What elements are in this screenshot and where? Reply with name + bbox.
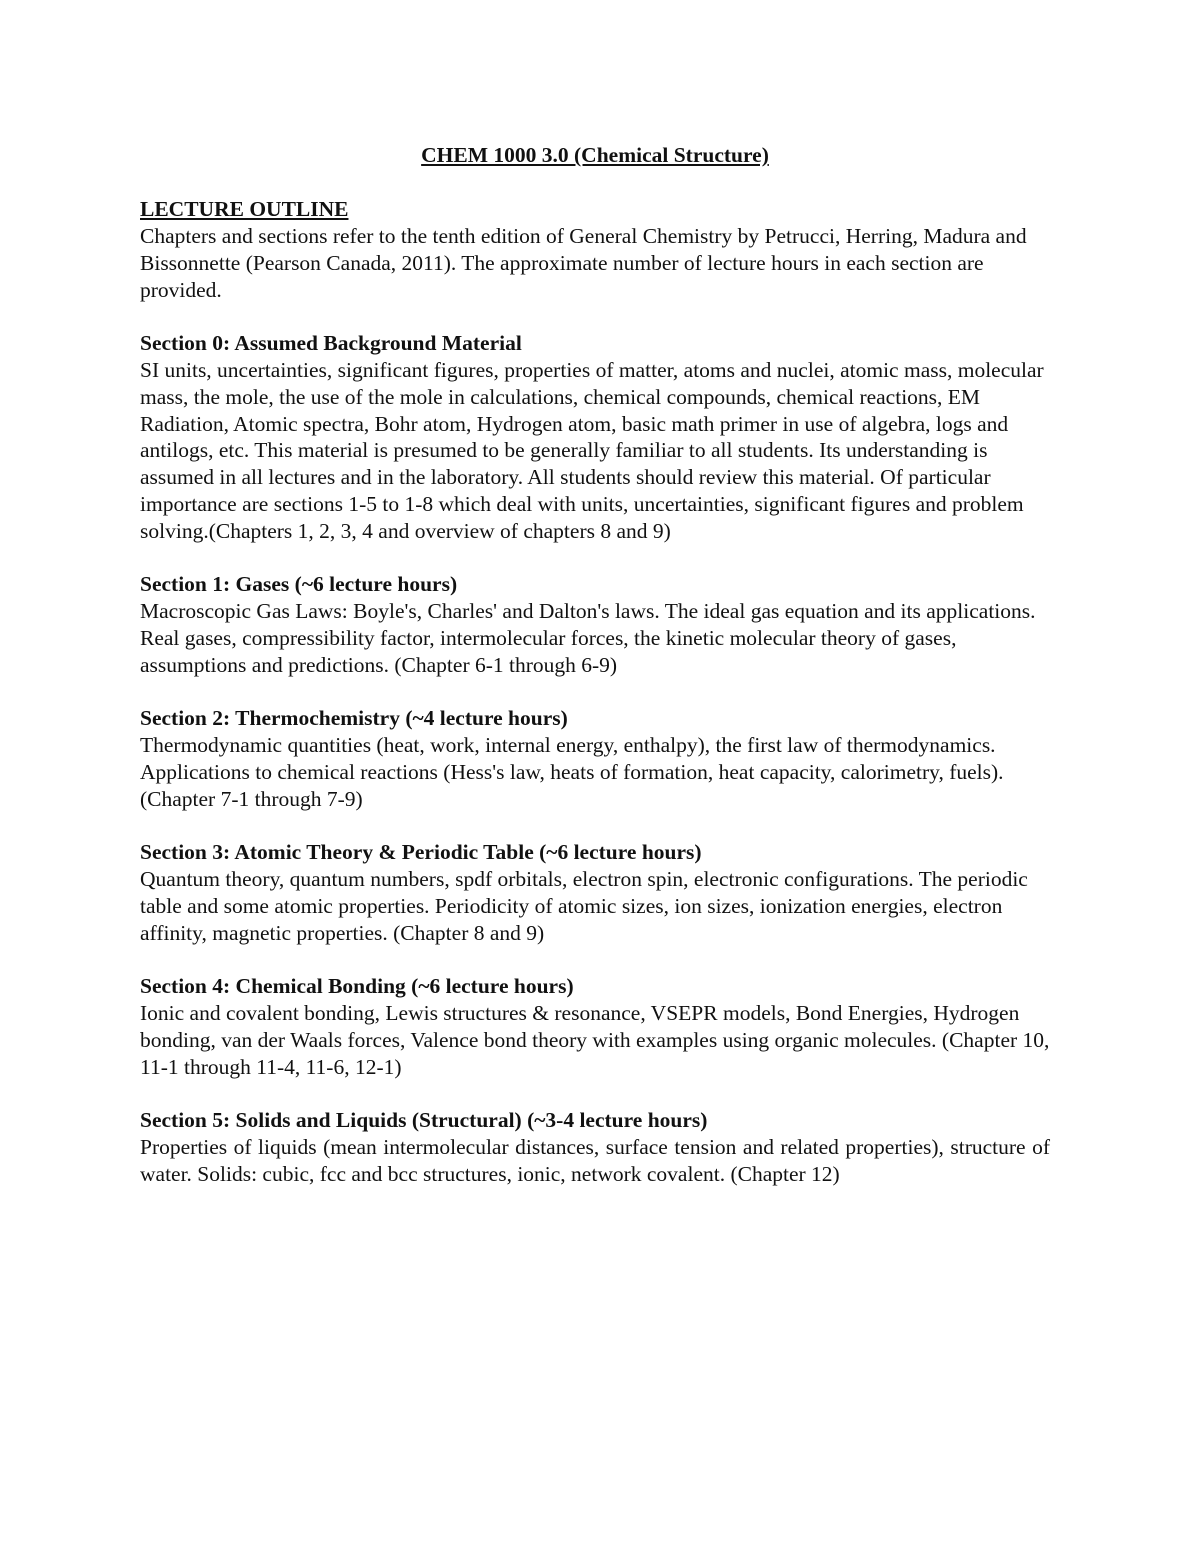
section-body: Ionic and covalent bonding, Lewis structures & resonance, VSEPR models, Bond Energies, Hydrogen bonding, van der Waals forces, Valence bond theory with examples using organic molecules. (Chapter 10, 11-1 through 11-4, 11-6, 12-1) xyxy=(140,1001,1050,1079)
lecture-outline-heading: LECTURE OUTLINE xyxy=(140,197,349,221)
section-body: Quantum theory, quantum numbers, spdf orbitals, electron spin, electronic configurations. The periodic table and some atomic properties. Periodicity of atomic sizes, ion sizes, ionization energies, electron affinity, magnetic properties. (Chapter 8 and 9) xyxy=(140,867,1028,945)
section-heading: Section 4: Chemical Bonding (~6 lecture hours) xyxy=(140,974,574,999)
section-4 xyxy=(140,973,1050,1080)
section-body: Thermodynamic quantities (heat, work, internal energy, enthalpy), the first law of thermodynamics. Applications to chemical reactions (Hess's law, heats of formation, heat capacity, calorimetry, fuels). (Chapter 7-1 through 7-9) xyxy=(140,733,1004,811)
section-heading: Section 0: Assumed Background Material xyxy=(140,331,522,356)
section-heading: Section 1: Gases (~6 lecture hours) xyxy=(140,572,458,597)
section-body: Macroscopic Gas Laws: Boyle's, Charles' and Dalton's laws. The ideal gas equation and its applications. Real gases, compressibility factor, intermolecular forces, the kinetic molecular theory of gases, assumptions and predictions. (Chapter 6-1 through 6-9) xyxy=(140,599,1036,677)
section-2 xyxy=(140,705,1050,812)
section-heading: Section 3: Atomic Theory & Periodic Table (~6 lecture hours) xyxy=(140,840,702,865)
section-1 xyxy=(140,571,1050,678)
section-0 xyxy=(140,330,1050,544)
section-body: Properties of liquids (mean intermolecular distances, surface tension and related properties), structure of water. Solids: cubic, fcc and bcc structures, ionic, network covalent. (Chapter 12) xyxy=(140,1135,1050,1186)
document-page xyxy=(140,142,1050,1188)
section-body: SI units, uncertainties, significant figures, properties of matter, atoms and nuclei, atomic mass, molecular mass, the mole, the use of the mole in calculations, chemical compounds, chemical reactions, EM Radiation, Atomic spectra, Bohr atom, Hydrogen atom, basic math primer in use of algebra, logs and antilogs, etc. This material is presumed to be generally familiar to all students. Its understanding is assumed in all lectures and in the laboratory. All students should review this material. Of particular importance are sections 1-5 to 1-8 which deal with units, uncertainties, significant figures and problem solving.(Chapters 1, 2, 3, 4 and overview of chapters 8 and 9) xyxy=(140,357,1044,543)
section-5 xyxy=(140,1107,1050,1187)
course-title: CHEM 1000 3.0 (Chemical Structure) xyxy=(421,143,769,167)
section-heading: Section 5: Solids and Liquids (Structural) (~3-4 lecture hours) xyxy=(140,1108,708,1133)
section-3 xyxy=(140,839,1050,946)
intro-paragraph: Chapters and sections refer to the tenth edition of General Chemistry by Petrucci, Herring, Madura and Bissonnette (Pearson Canada, 2011). The approximate number of lecture hours in each section are provided. xyxy=(140,224,1027,302)
section-heading: Section 2: Thermochemistry (~4 lecture hours) xyxy=(140,706,568,731)
